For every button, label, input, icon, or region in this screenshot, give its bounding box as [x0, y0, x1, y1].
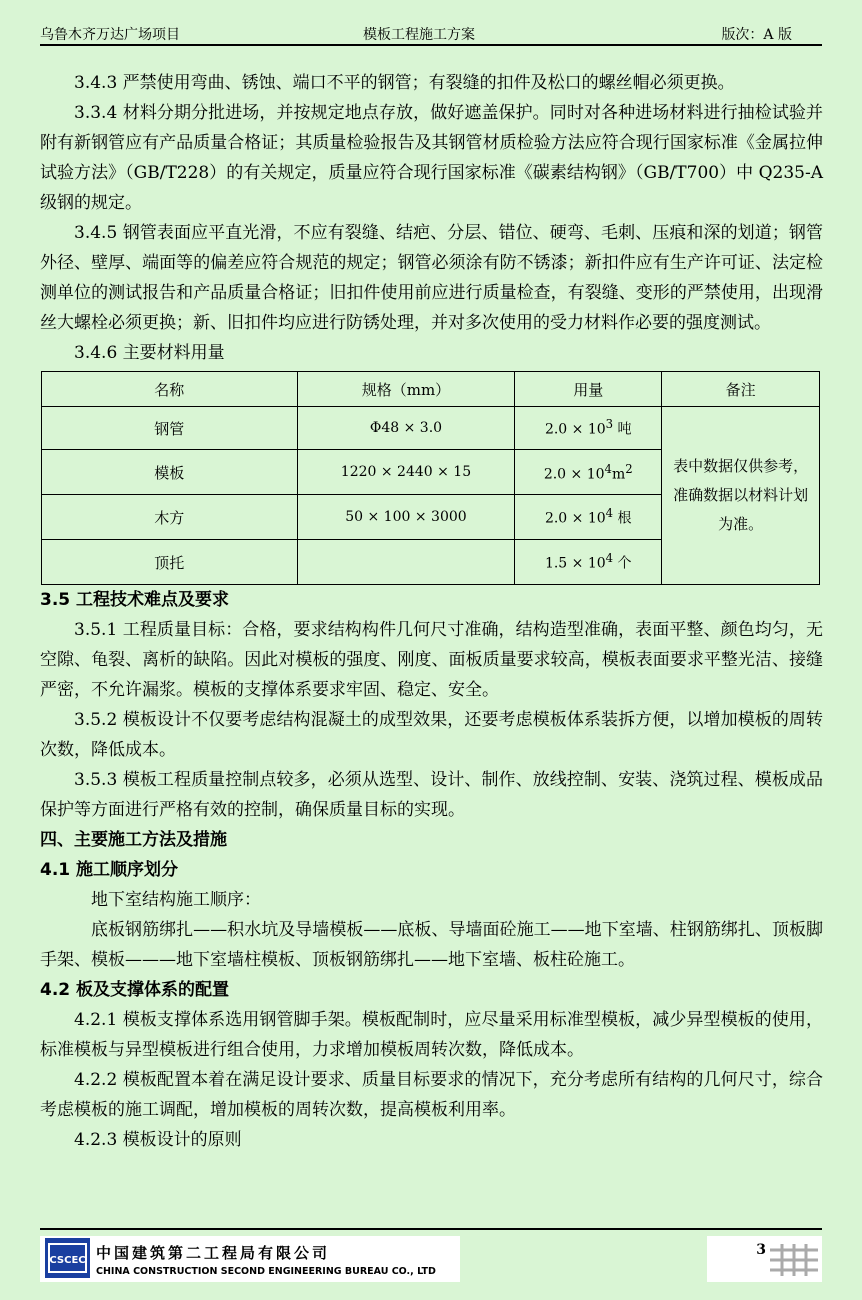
decorative-emblem-icon [762, 1236, 822, 1282]
paragraph-4-2-3: 4.2.3 模板设计的原则 [74, 1130, 242, 1150]
project-name: 乌鲁木齐万达广场项目 [40, 27, 180, 43]
table-header-cell: 规格（mm） [297, 372, 515, 407]
section-heading-3-5: 3.5 工程技术难点及要求 [40, 590, 230, 610]
material-name: 钢管 [42, 407, 298, 450]
paragraph-sequence-title: 地下室结构施工顺序： [91, 890, 261, 910]
paragraph-sequence: 底板钢筋绑扎——积水坑及导墙模板——底板、导墙面砼施工——地下室墙、柱钢筋绑扎、顶板脚手架、模板———地下室墙柱模板、顶板钢筋绑扎——地下室墙、板柱砼施工。 [40, 920, 823, 970]
paragraph-3-5-1: 3.5.1 工程质量目标：合格，要求结构构件几何尺寸准确，结构造型准确，表面平整、颜色均匀，无空隙、龟裂、离析的缺陷。因此对模板的强度、刚度、面板质量要求较高，模板表面要求平整光洁、接缝严密，不允许漏浆。模板的支撑体系要求牢固、稳定、安全。 [40, 620, 823, 700]
paragraph-3-4-6-title: 3.4.6 主要材料用量 [74, 343, 225, 363]
document-body [40, 68, 823, 1155]
material-spec: 50 × 100 × 3000 [297, 495, 515, 540]
material-qty: $2.0 \times 10^4m^2$ [515, 450, 662, 495]
logo-text: CSCEC [49, 1255, 86, 1266]
paragraph-3-3-4: 3.3.4 材料分期分批进场，并按规定地点存放，做好遮盖保护。同时对各种进场材料进行抽检试验并附有新钢管应有产品质量合格证；其质量检验报告及其钢管材质检验方法应符合现行国家标准《金属拉伸试验方法》（GB/T228）的有关规定，质量应符合现行国家标准《碳素结构钢》（GB/T700）中 Q235-A 级钢的规定。 [40, 103, 823, 213]
material-qty: $2.0 \times 10^3$ 吨 [515, 407, 662, 450]
company-block [96, 1242, 436, 1277]
material-spec: 1220 × 2440 × 15 [297, 450, 515, 495]
table-header-cell: 备注 [662, 372, 820, 407]
page-footer [40, 1228, 822, 1290]
paragraph-3-4-5: 3.4.5 钢管表面应平直光滑，不应有裂缝、结疤、分层、错位、硬弯、毛刺、压痕和深的划道；钢管外径、壁厚、端面等的偏差应符合规范的规定；钢管必须涂有防不锈漆；新扣件应有生产许可证、法定检测单位的测试报告和产品质量合格证；旧扣件使用前应进行质量检查，有裂缝、变形的严禁使用，出现滑丝大螺栓必须更换；新、旧扣件均应进行防锈处理，并对多次使用的受力材料作必要的强度测试。 [40, 223, 823, 333]
section-heading-4: 四、主要施工方法及措施 [40, 830, 227, 850]
material-qty: $2.0 \times 10^4$ 根 [515, 495, 662, 540]
material-spec [297, 540, 515, 585]
version-label: 版次：A 版 [721, 27, 792, 43]
table-row [42, 407, 820, 450]
table-header-cell: 名称 [42, 372, 298, 407]
paragraph-4-2-2: 4.2.2 模板配置本着在满足设计要求、质量目标要求的情况下，充分考虑所有结构的几何尺寸，综合考虑模板的施工调配，增加模板的周转次数，提高模板利用率。 [40, 1070, 823, 1120]
materials-table [41, 371, 820, 585]
company-name-en: CHINA CONSTRUCTION SECOND ENGINEERING BUREAU CO., LTD [96, 1266, 436, 1277]
company-logo [45, 1238, 90, 1278]
material-name: 顶托 [42, 540, 298, 585]
section-heading-4-2: 4.2 板及支撑体系的配置 [40, 980, 230, 1000]
section-heading-4-1: 4.1 施工顺序划分 [40, 860, 179, 880]
page-header [40, 22, 822, 46]
paragraph-3-5-3: 3.5.3 模板工程质量控制点较多，必须从选型、设计、制作、放线控制、安装、浇筑过程、模板成品保护等方面进行严格有效的控制，确保质量目标的实现。 [40, 770, 823, 820]
page-number: 3 [756, 1242, 766, 1258]
paragraph-4-2-1: 4.2.1 模板支撑体系选用钢管脚手架。模板配制时，应尽量采用标准型模板，减少异型模板的使用，标准模板与异型模板进行组合使用，力求增加模板周转次数，降低成本。 [40, 1010, 823, 1060]
company-name-cn: 中国建筑第二工程局有限公司 [96, 1244, 331, 1262]
material-qty: $1.5 \times 10^4$ 个 [515, 540, 662, 585]
material-spec: Φ48 × 3.0 [297, 407, 515, 450]
material-name: 模板 [42, 450, 298, 495]
paragraph-3-5-2: 3.5.2 模板设计不仅要考虑结构混凝土的成型效果，还要考虑模板体系装拆方便，以增加模板的周转次数，降低成本。 [40, 710, 823, 760]
material-name: 木方 [42, 495, 298, 540]
document-title: 模板工程施工方案 [363, 27, 475, 43]
table-header-row [42, 372, 820, 407]
table-header-cell: 用量 [515, 372, 662, 407]
paragraph-3-4-3: 3.4.3 严禁使用弯曲、锈蚀、端口不平的钢管；有裂缝的扣件及松口的螺丝帽必须更换。 [74, 73, 735, 93]
table-note: 表中数据仅供参考，准确数据以材料计划为准。 [662, 407, 820, 585]
